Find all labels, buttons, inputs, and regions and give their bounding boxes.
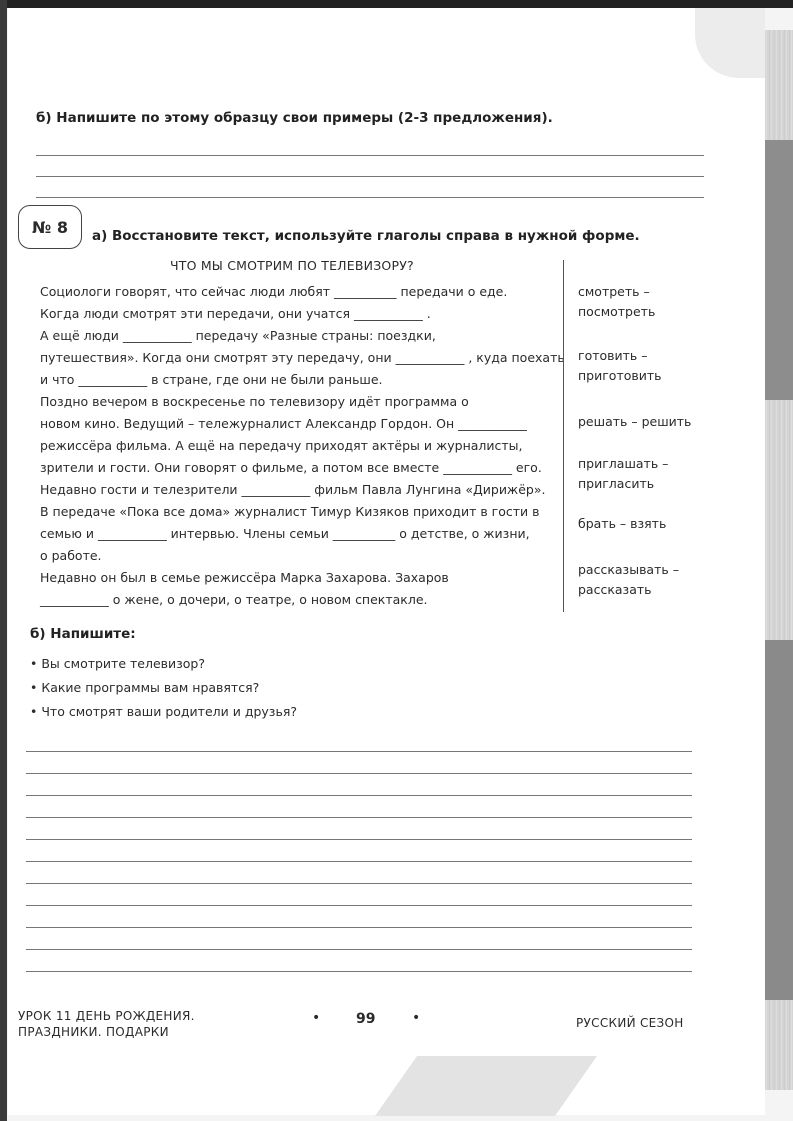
verb-pair: рассказывать – рассказать <box>578 562 679 597</box>
text-line: о работе. <box>40 548 102 563</box>
answer-line[interactable] <box>26 927 692 928</box>
scan-border-left <box>0 0 7 1121</box>
question-item: • Что смотрят ваши родители и друзья? <box>30 704 297 719</box>
exercise-number-badge: № 8 <box>18 205 82 249</box>
answer-line[interactable] <box>26 751 692 752</box>
scan-border-top <box>0 0 793 8</box>
text-line: семью и ___________ интервью. Члены семьи __________ о детстве, о жизни, <box>40 526 530 541</box>
section-b1-heading: б) Напишите по этому образцу свои примеры (2-3 предложения). <box>36 110 553 126</box>
answer-line[interactable] <box>26 795 692 796</box>
footer-series: РУССКИЙ СЕЗОН <box>576 1016 684 1030</box>
verb-pair: брать – взять <box>578 516 667 531</box>
text-line: и что ___________ в стране, где они не были раньше. <box>40 372 383 387</box>
text-line: ___________ о жене, о дочери, о театре, о новом спектакле. <box>40 592 428 607</box>
text-line: новом кино. Ведущий – тележурналист Александр Гордон. Он ___________ <box>40 416 527 431</box>
workbook-page <box>8 8 765 1115</box>
text-line: Поздно вечером в воскресенье по телевизору идёт программа о <box>40 394 469 409</box>
verb-pair: приглашать – пригласить <box>578 456 669 491</box>
text-line: Недавно он был в семье режиссёра Марка Захарова. Захаров <box>40 570 449 585</box>
answer-line[interactable] <box>26 773 692 774</box>
answer-line[interactable] <box>36 176 704 177</box>
text-line: Социологи говорят, что сейчас люди любят __________ передачи о еде. <box>40 284 508 299</box>
text-line: Когда люди смотрят эти передачи, они учатся ___________ . <box>40 306 431 321</box>
text-line: путешествия». Когда они смотрят эту передачу, они ___________ , куда поехать <box>40 350 565 365</box>
answer-line[interactable] <box>26 817 692 818</box>
footer-dot: • <box>312 1010 321 1026</box>
verb-column-divider <box>563 260 564 612</box>
answer-line[interactable] <box>36 155 704 156</box>
section-b2-heading: б) Напишите: <box>30 626 136 642</box>
answer-line[interactable] <box>36 197 704 198</box>
text-line: Недавно гости и телезрители ___________ фильм Павла Лунгина «Дирижёр». <box>40 482 546 497</box>
answer-line[interactable] <box>26 883 692 884</box>
page-number: 99 <box>356 1011 376 1027</box>
verb-pair: решать – решить <box>578 414 692 429</box>
question-item: • Какие программы вам нравятся? <box>30 680 260 695</box>
answer-line[interactable] <box>26 839 692 840</box>
verb-pair: смотреть – посмотреть <box>578 284 656 319</box>
answer-line[interactable] <box>26 971 692 972</box>
page-corner <box>695 8 765 78</box>
footer-dot: • <box>412 1010 421 1026</box>
text-line: В передаче «Пока все дома» журналист Тимур Кизяков приходит в гости в <box>40 504 540 519</box>
text-title: ЧТО МЫ СМОТРИМ ПО ТЕЛЕВИЗОРУ? <box>170 258 414 273</box>
text-line: режиссёра фильма. А ещё на передачу приходят актёры и журналисты, <box>40 438 523 453</box>
text-line: зрители и гости. Они говорят о фильме, а потом все вместе ___________ его. <box>40 460 542 475</box>
footer-stripe <box>375 1056 597 1116</box>
answer-line[interactable] <box>26 905 692 906</box>
question-item: • Вы смотрите телевизор? <box>30 656 206 671</box>
verb-pair: готовить – приготовить <box>578 348 662 383</box>
answer-line[interactable] <box>26 949 692 950</box>
exercise-instruction: а) Восстановите текст, используйте глаголы справа в нужной форме. <box>92 228 640 244</box>
text-line: А ещё люди ___________ передачу «Разные страны: поездки, <box>40 328 436 343</box>
footer-lesson: УРОК 11 ДЕНЬ РОЖДЕНИЯ. ПРАЗДНИКИ. ПОДАРКИ <box>18 1009 195 1039</box>
answer-line[interactable] <box>26 861 692 862</box>
